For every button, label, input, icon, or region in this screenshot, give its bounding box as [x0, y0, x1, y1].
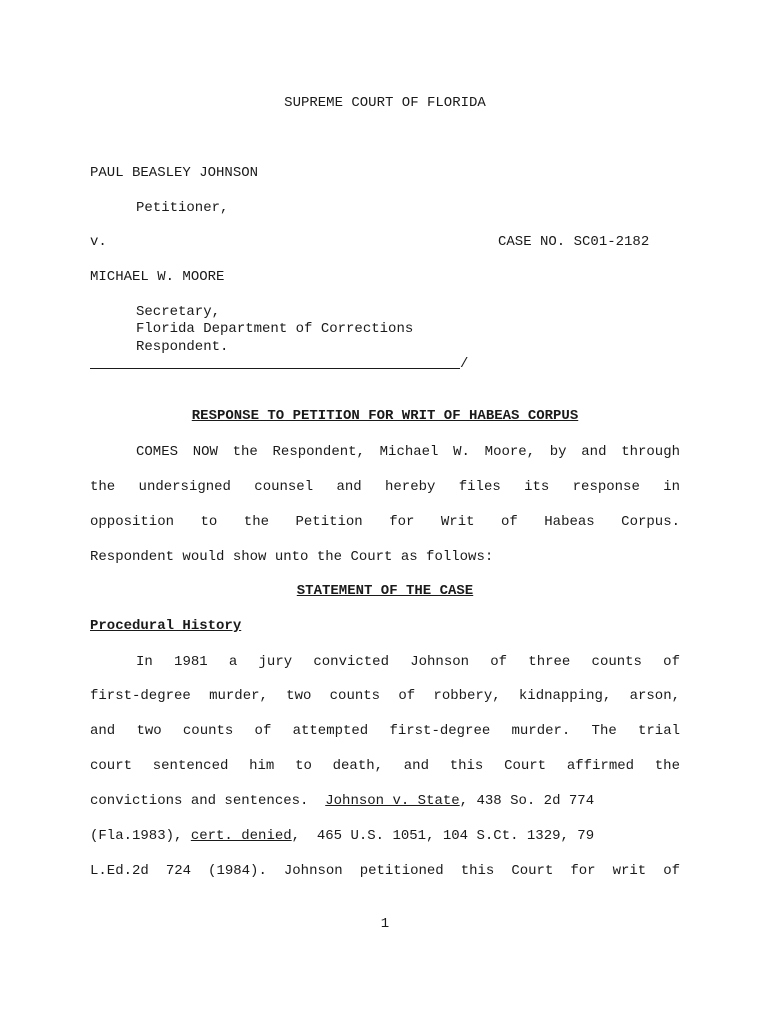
body-line-4: court sentenced him to death, and this Court affirmed the — [90, 758, 680, 774]
body-line-6 — [90, 828, 594, 844]
intro-line-3: opposition to the Petition for Writ of Habeas Corpus. — [90, 514, 680, 530]
body-line-5 — [90, 793, 594, 809]
intro-line-4: Respondent would show unto the Court as follows: — [90, 549, 494, 565]
page-number: 1 — [380, 916, 390, 932]
body-line-2: first-degree murder, two counts of robbery, kidnapping, arson, — [90, 688, 680, 704]
petitioner-name: PAUL BEASLEY JOHNSON — [90, 165, 259, 181]
respondent-title-2: Florida Department of Corrections — [136, 321, 414, 337]
body-line-5-post: , 438 So. 2d 774 — [459, 793, 595, 809]
cert-denied-citation: cert. denied — [190, 828, 292, 844]
body-line-3: and two counts of attempted first-degree murder. The trial — [90, 723, 680, 739]
respondent-title-1: Secretary, — [136, 304, 221, 320]
body-line-5-pre: convictions and sentences. — [90, 793, 326, 809]
body-line-7: L.Ed.2d 724 (1984). Johnson petitioned this Court for writ of — [90, 863, 680, 879]
intro-line-1: COMES NOW the Respondent, Michael W. Moore, by and through — [136, 444, 680, 460]
court-heading: SUPREME COURT OF FLORIDA — [284, 95, 486, 111]
intro-line-2: the undersigned counsel and hereby files its response in — [90, 479, 680, 495]
document-title: RESPONSE TO PETITION FOR WRIT OF HABEAS CORPUS — [191, 408, 579, 424]
body-line-6-pre: (Fla.1983), — [90, 828, 191, 844]
petitioner-role: Petitioner, — [136, 200, 229, 216]
body-line-1: In 1981 a jury convicted Johnson of three counts of — [136, 654, 680, 670]
caption-rule-end: / — [460, 356, 469, 372]
subsection-heading: Procedural History — [90, 618, 242, 634]
caption-rule — [90, 368, 460, 369]
versus-label: v. — [90, 234, 107, 250]
respondent-name: MICHAEL W. MOORE — [90, 269, 225, 285]
case-number: CASE NO. SC01-2182 — [498, 234, 650, 250]
case-citation-johnson: Johnson v. State — [325, 793, 460, 809]
section-heading: STATEMENT OF THE CASE — [296, 583, 474, 599]
respondent-role: Respondent. — [136, 339, 229, 355]
body-line-6-post: , 465 U.S. 1051, 104 S.Ct. 1329, 79 — [291, 828, 595, 844]
